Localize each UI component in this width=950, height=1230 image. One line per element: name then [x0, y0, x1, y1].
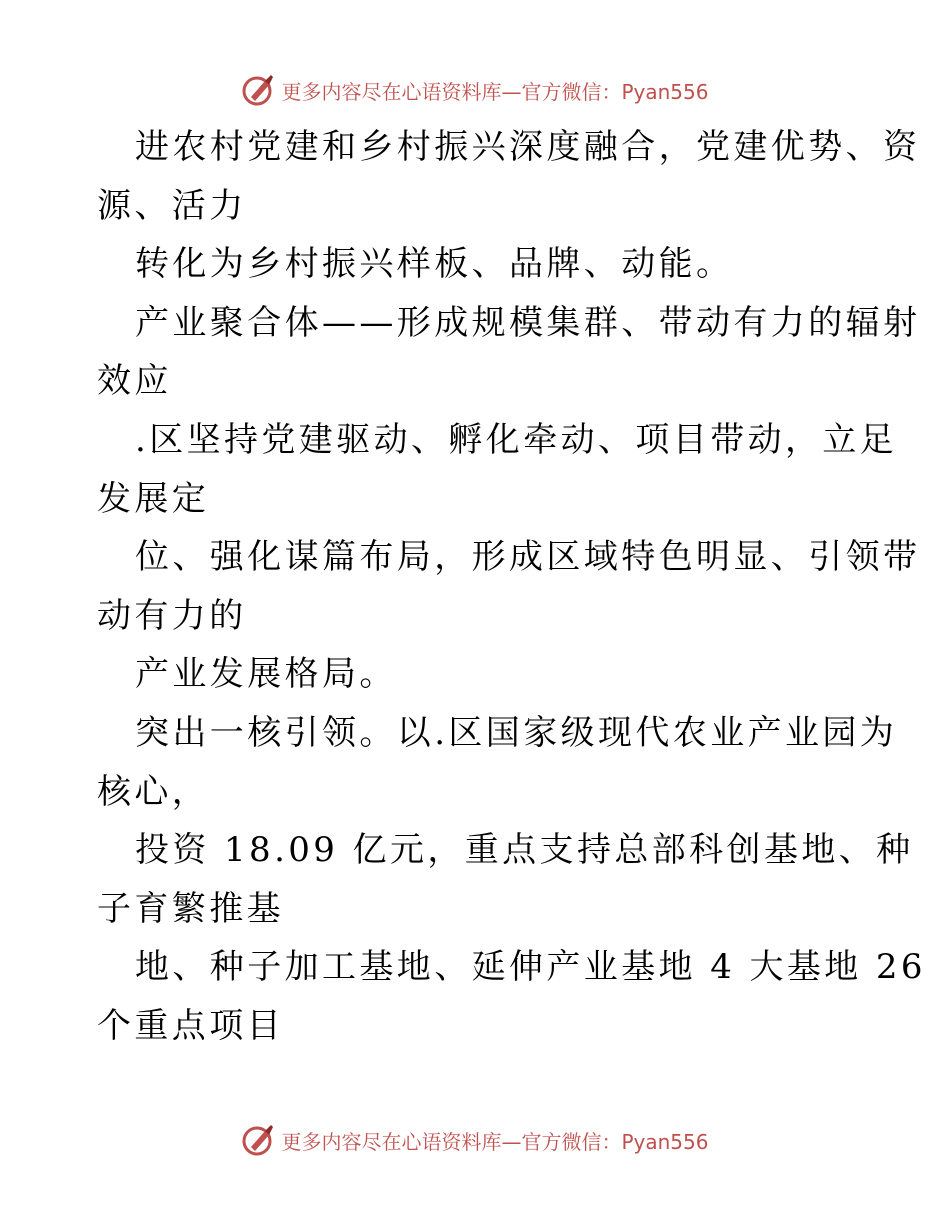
text-line: 源、活力: [97, 185, 247, 226]
footer-watermark: [0, 1120, 950, 1160]
pen-logo-icon: [241, 1123, 275, 1157]
text-line: 投资 18.09 亿元，重点支持总部科创基地、种: [135, 830, 914, 871]
text-line: .区坚持党建驱动、孵化牵动、项目带动，立足: [135, 419, 898, 460]
text-line: 进农村党建和乡村振兴深度融合，党建优势、资: [135, 127, 921, 167]
text-line: 产业聚合体——形成规模集群、带动有力的辐射: [135, 302, 921, 343]
text-line: 效应: [97, 361, 172, 402]
header-watermark-text: 更多内容尽在心语资料库—官方微信：Pyan556: [281, 79, 709, 104]
text-line: 发展定: [97, 478, 210, 519]
header-watermark: [0, 70, 950, 110]
text-line: 子育繁推基: [97, 888, 284, 929]
footer-watermark-text: 更多内容尽在心语资料库—官方微信：Pyan556: [281, 1129, 709, 1154]
text-line: 动有力的: [97, 595, 247, 636]
text-line: 位、强化谋篇布局，形成区域特色明显、引领带: [135, 537, 921, 578]
text-line: 个重点项目: [97, 1005, 284, 1046]
text-line: 地、种子加工基地、延伸产业基地 4 大基地 26: [135, 947, 926, 988]
text-line: 突出一核引领。以.区国家级现代农业产业园为: [135, 712, 898, 753]
body-text: [97, 118, 926, 1056]
text-line: 核心，: [97, 771, 210, 812]
pen-logo-icon: [241, 73, 275, 107]
text-line: 产业发展格局。: [135, 654, 397, 695]
text-line: 转化为乡村振兴样板、品牌、动能。: [135, 244, 734, 285]
